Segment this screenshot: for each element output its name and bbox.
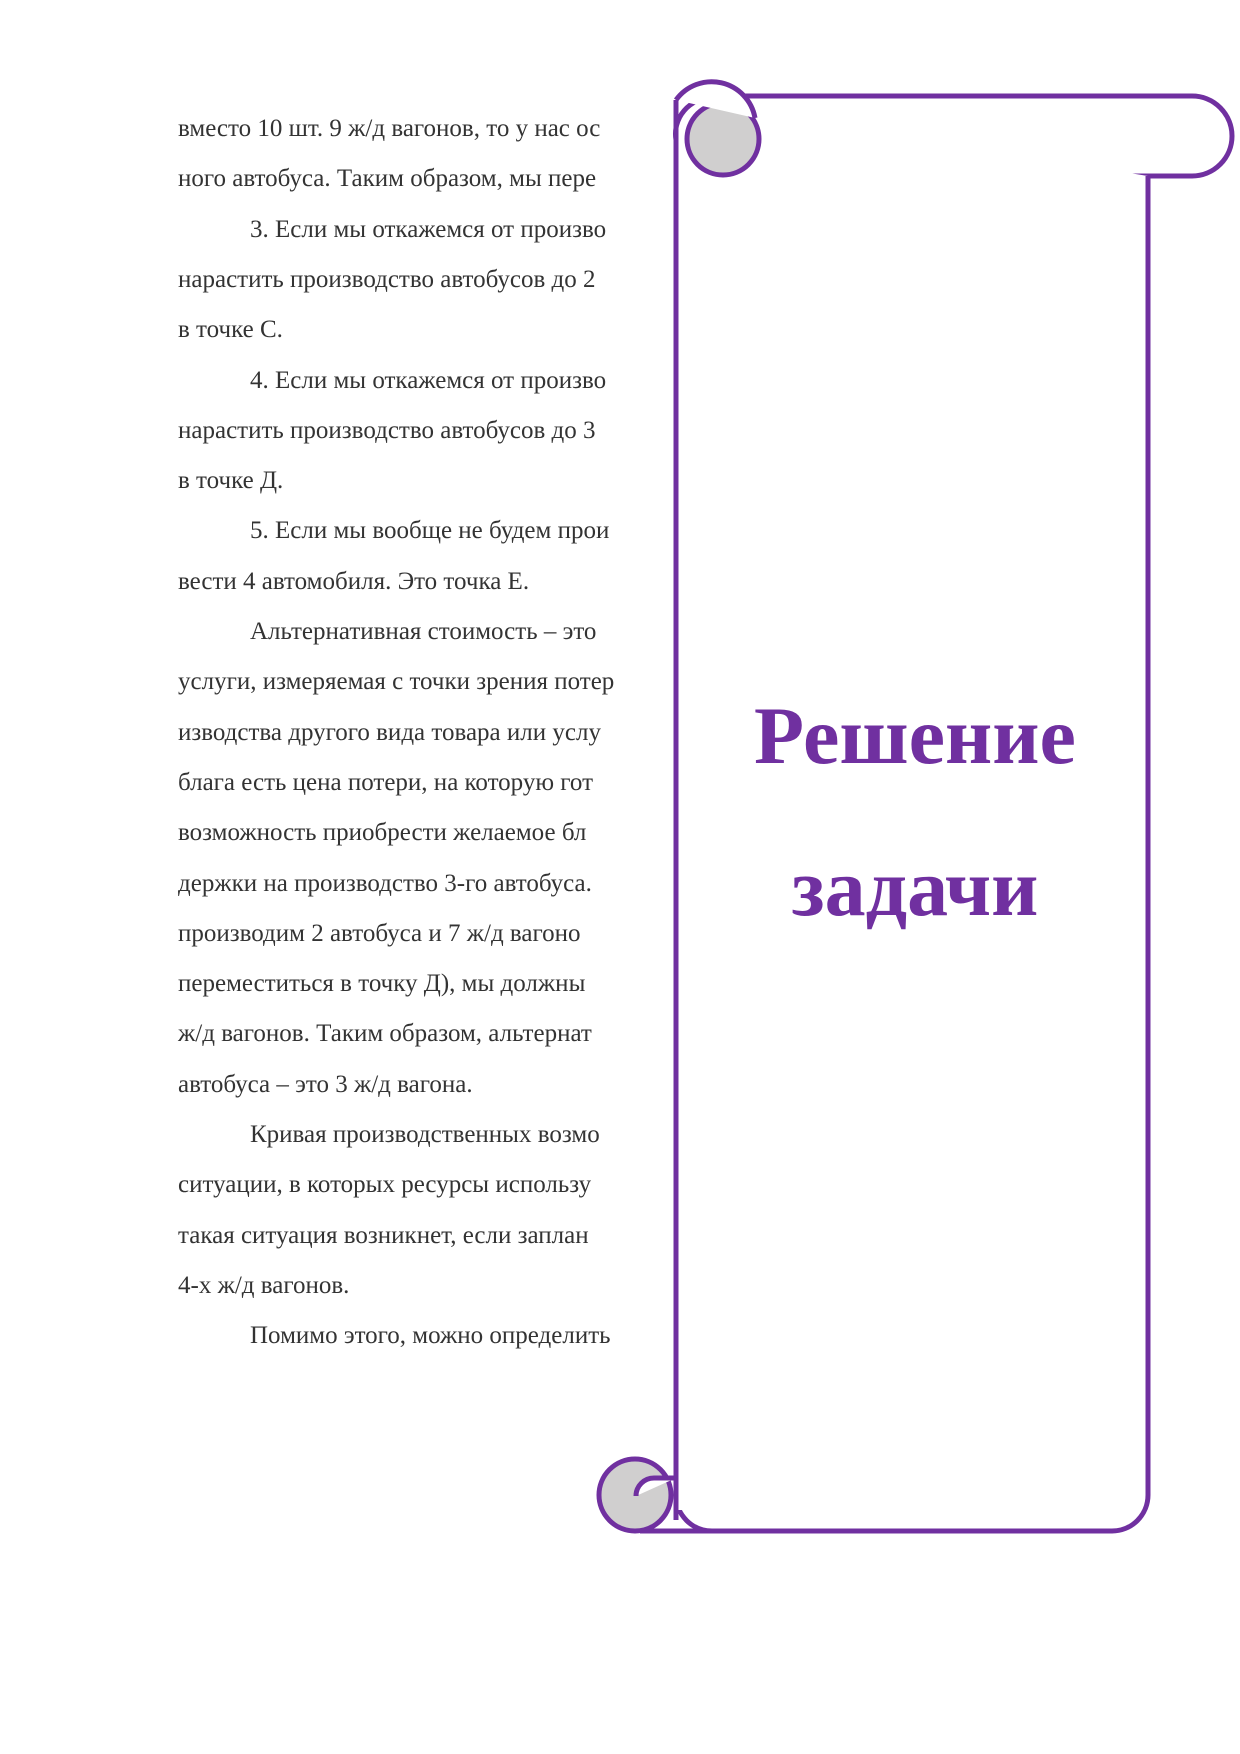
text-line: ж/д вагонов. Таким образом, альтернат <box>178 1020 592 1047</box>
text-line: такая ситуация возникнет, если заплан <box>178 1222 589 1249</box>
scroll-title-line-1: Решение <box>754 690 1076 781</box>
text-line: 4-х ж/д вагонов. <box>178 1272 350 1299</box>
text-line: нарастить производство автобусов до 2 <box>178 266 596 293</box>
text-line: переместиться в точку Д), мы должны <box>178 970 586 997</box>
text-line: блага есть цена потери, на которую гот <box>178 769 594 796</box>
scroll-body <box>676 100 1148 1531</box>
text-line: Помимо этого, можно определить <box>250 1322 611 1349</box>
text-line: Альтернативная стоимость – это <box>250 618 597 645</box>
text-line: 4. Если мы откажемся от произво <box>250 367 607 394</box>
text-line: держки на производство 3-го автобуса. <box>178 870 592 897</box>
text-line: в точке Д. <box>178 467 284 494</box>
text-line: ного автобуса. Таким образом, мы пере <box>178 165 597 192</box>
text-line: 5. Если мы вообще не будем прои <box>250 517 610 544</box>
text-line: в точке С. <box>178 316 283 343</box>
text-line: производим 2 автобуса и 7 ж/д вагоно <box>178 920 581 947</box>
text-line: вести 4 автомобиля. Это точка Е. <box>178 568 530 595</box>
text-line: услуги, измеряемая с точки зрения потер <box>178 668 615 695</box>
text-line: вместо 10 шт. 9 ж/д вагонов, то у нас ос <box>178 115 601 142</box>
text-line: изводства другого вида товара или услу <box>178 719 601 746</box>
text-line: автобуса – это 3 ж/д вагона. <box>178 1071 473 1098</box>
text-line: ситуации, в которых ресурсы использу <box>178 1171 592 1198</box>
scroll-title-line-2: задачи <box>791 842 1039 933</box>
text-line: 3. Если мы откажемся от произво <box>250 216 607 243</box>
text-line: возможность приобрести желаемое бл <box>178 819 587 846</box>
text-line: Кривая производственных возмо <box>250 1121 600 1148</box>
text-line: нарастить производство автобусов до 3 <box>178 417 596 444</box>
